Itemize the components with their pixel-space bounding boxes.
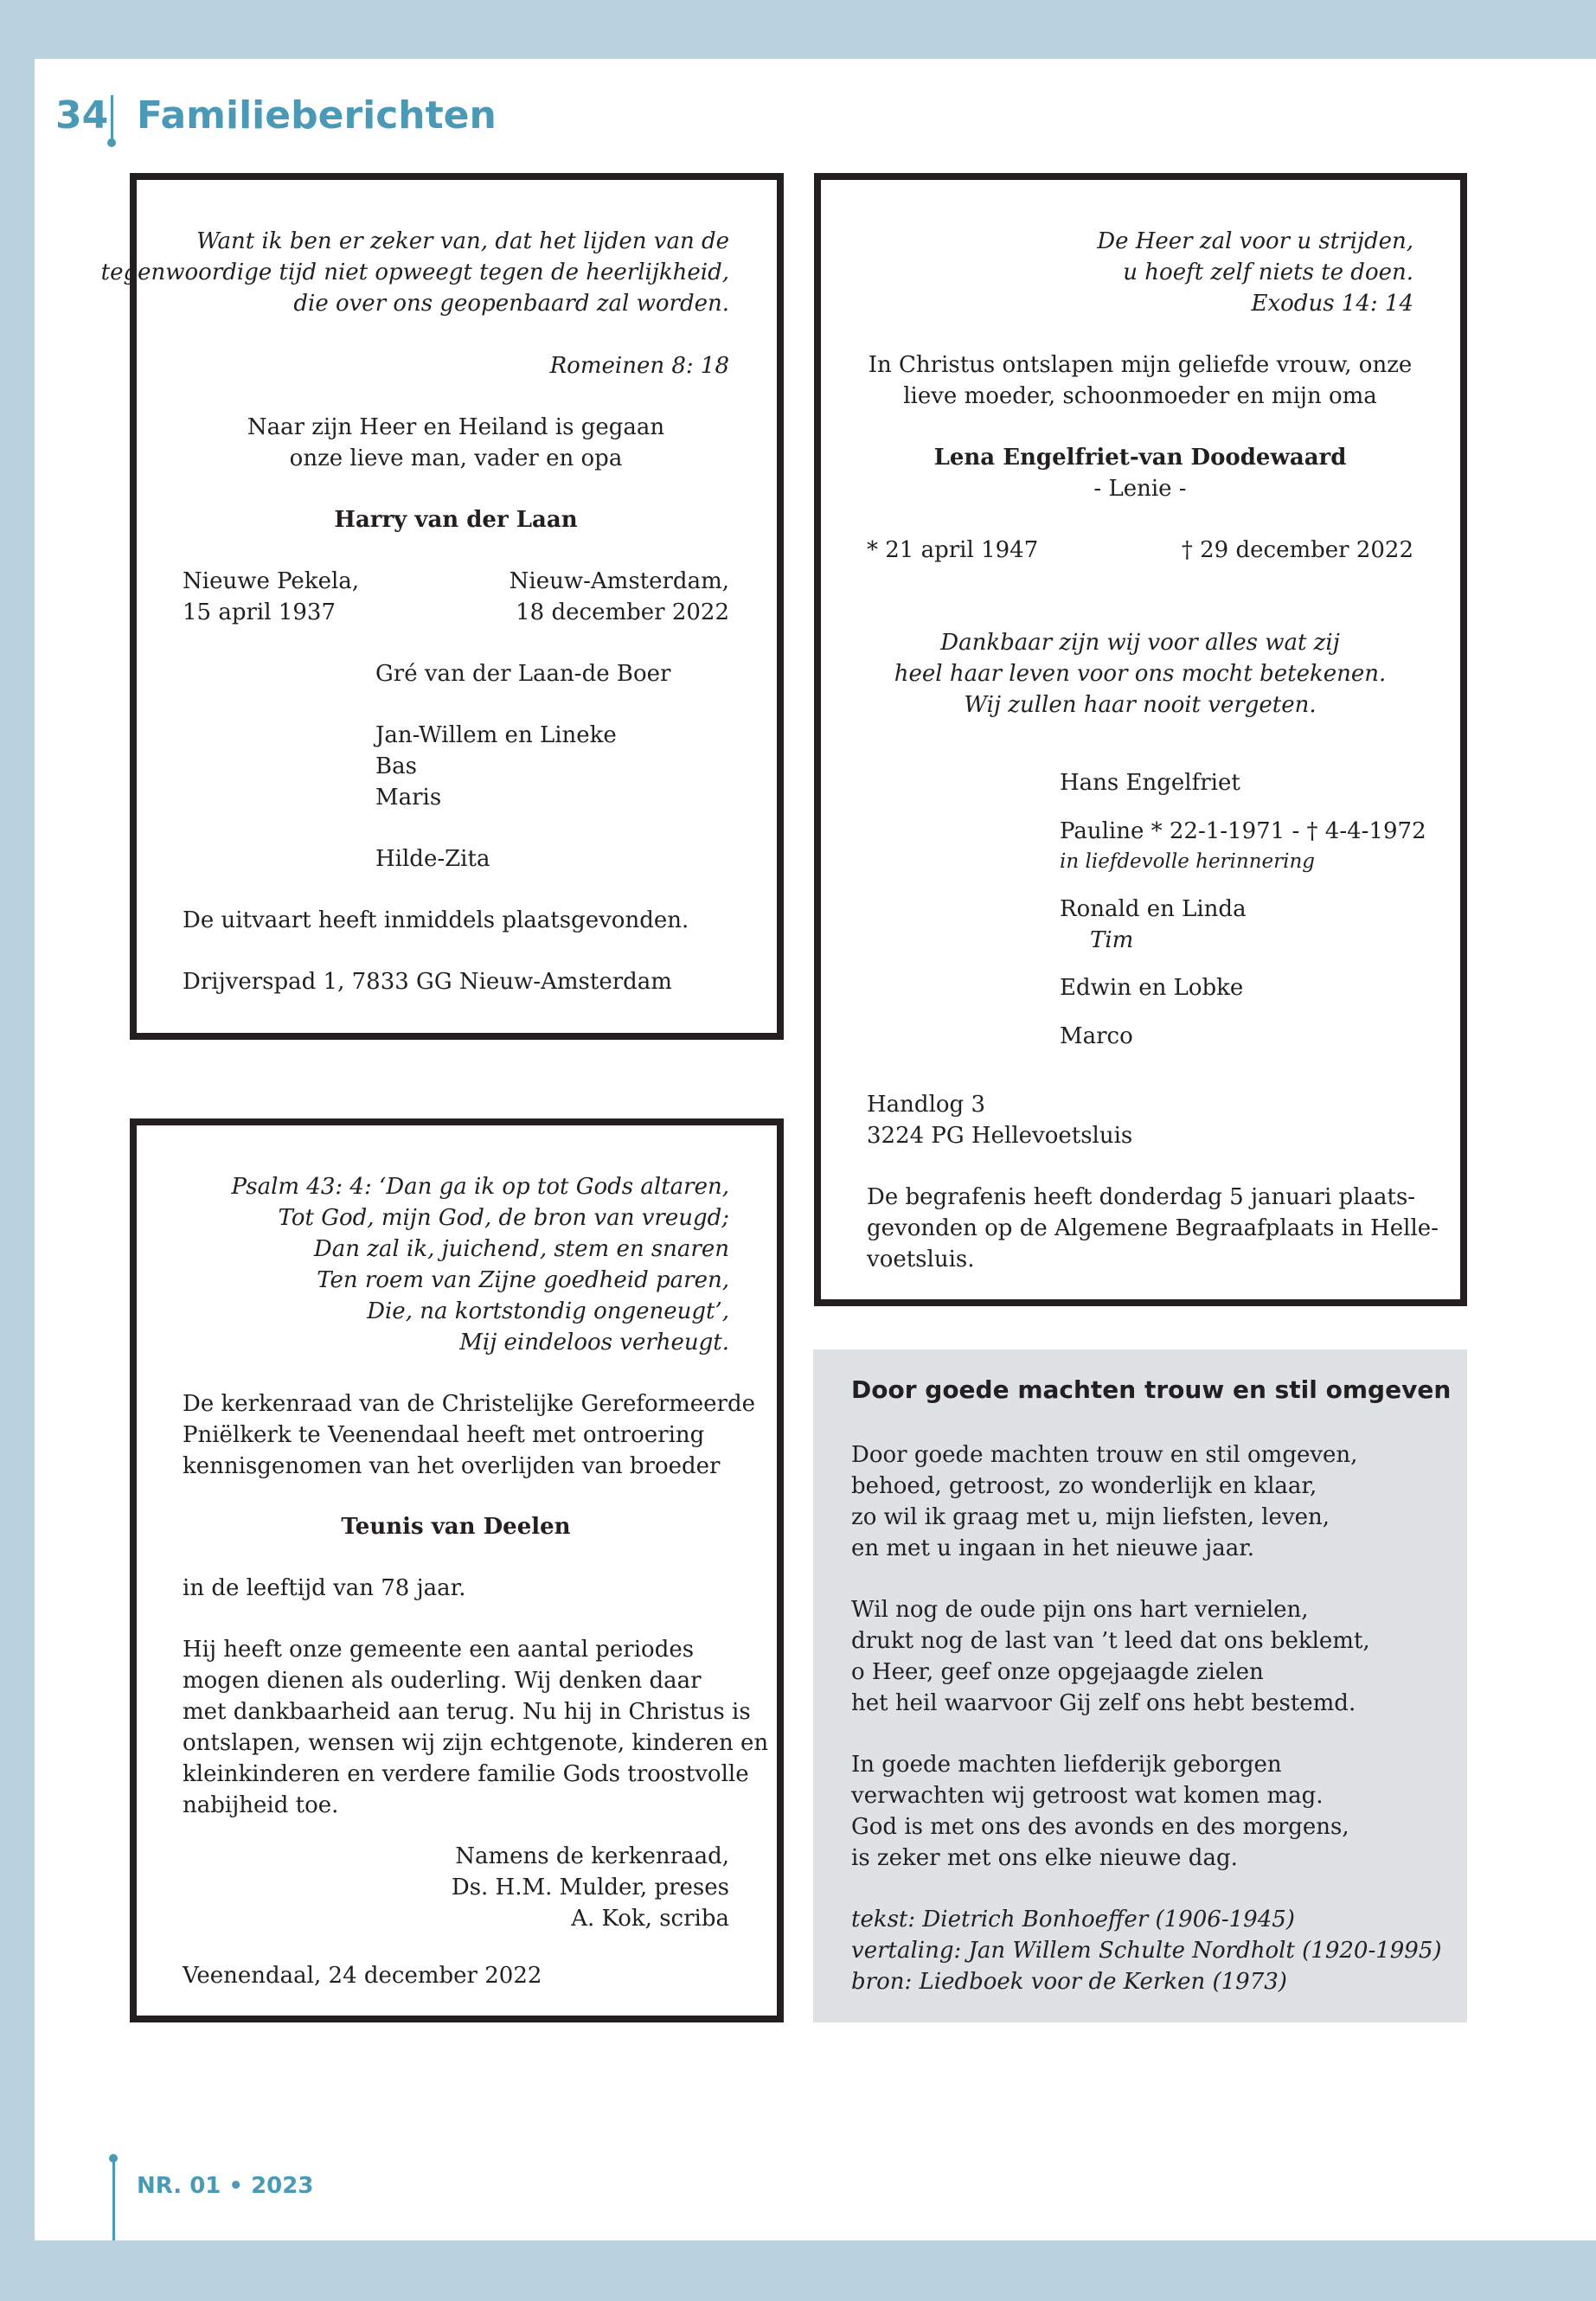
notice3-psalm-line: Ten roem van Zijne goedheid paren,	[317, 1267, 729, 1293]
notice3-body-line: ontslapen, wensen wij zijn echtgenote, kinderen en	[183, 1730, 769, 1756]
notice3-psalm-line: Mij eindeloos verheugt.	[459, 1330, 729, 1356]
notice3-signature-line: Namens de kerkenraad,	[455, 1843, 729, 1869]
notice2-son: Marco	[1060, 1023, 1133, 1049]
notice1-death-date: 18 december 2022	[516, 599, 729, 625]
poem-line: zo wil ik graag met u, mijn liefsten, leven,	[851, 1504, 1330, 1530]
notice3-intro-line: Pniëlkerk te Veenendaal heeft met ontroering	[183, 1422, 705, 1448]
notice1-birth-date: 15 april 1937	[183, 599, 336, 625]
notice1-birth-place: Nieuwe Pekela,	[183, 568, 360, 594]
notice1-verse-line: die over ons geopenbaard zal worden.	[293, 291, 729, 317]
notice2-thanks-line: Wij zullen haar nooit vergeten.	[964, 692, 1317, 718]
poem-line: Wil nog de oude pijn ons hart vernielen,	[851, 1597, 1309, 1623]
poem-line: drukt nog de last van ’t leed dat ons beklemt,	[851, 1628, 1370, 1654]
notice2-husband: Hans Engelfriet	[1060, 770, 1240, 796]
notice1-family-member: Hilde-Zita	[375, 846, 490, 872]
notice1-deceased-name: Harry van der Laan	[334, 507, 578, 533]
notice3-body-line: nabijheid toe.	[183, 1792, 339, 1818]
poem-line: verwachten wij getroost wat komen mag.	[851, 1783, 1324, 1809]
poem-title: Door goede machten trouw en stil omgeven	[851, 1375, 1452, 1404]
notice2-address-line: 3224 PG Hellevoetsluis	[867, 1123, 1133, 1149]
notice2-funeral-line: voetsluis.	[867, 1247, 975, 1272]
notice3-body-line: kleinkinderen en verdere familie Gods troostvolle	[183, 1761, 749, 1787]
poem-line: behoed, getroost, zo wonderlijk en klaar,	[851, 1473, 1317, 1499]
notice2-verse-ref: Exodus 14: 14	[1251, 291, 1413, 317]
section-title: Familieberichten	[137, 93, 497, 138]
poem-credit: tekst: Dietrich Bonhoeffer (1906-1945)	[851, 1907, 1295, 1932]
notice1-family-member: Maris	[375, 785, 442, 811]
poem-line: is zeker met ons elke nieuwe dag.	[851, 1845, 1238, 1871]
notice3-body-line: Hij heeft onze gemeente een aantal periodes	[183, 1637, 695, 1663]
notice3-place-date: Veenendaal, 24 december 2022	[183, 1963, 542, 1989]
poem-credit: vertaling: Jan Willem Schulte Nordholt (1920-1995)	[851, 1938, 1442, 1964]
notice1-address: Drijverspad 1, 7833 GG Nieuw-Amsterdam	[183, 969, 672, 995]
notice3-body-line: mogen dienen als ouderling. Wij denken daar	[183, 1668, 702, 1694]
notice1-intro-line: onze lieve man, vader en opa	[289, 445, 623, 471]
poem-credit: bron: Liedboek voor de Kerken (1973)	[851, 1969, 1287, 1995]
footer-divider-dot	[109, 2154, 118, 2163]
poem-line: Door goede machten trouw en stil omgeven,	[851, 1442, 1358, 1468]
notice2-verse-line: u hoeft zelf niets te doen.	[1123, 260, 1413, 285]
page-number: 34	[55, 93, 109, 138]
notice3-deceased-name: Teunis van Deelen	[341, 1514, 571, 1540]
notice2-son: Ronald en Linda	[1060, 896, 1247, 922]
notice2-intro-line: lieve moeder, schoonmoeder en mijn oma	[903, 383, 1377, 409]
footer-divider	[112, 2158, 115, 2240]
page-frame-top	[0, 0, 1596, 59]
header-divider-dot	[107, 138, 116, 147]
notice2-verse-line: De Heer zal voor u strijden,	[1097, 228, 1413, 254]
notice2-funeral-line: gevonden op de Algemene Begraafplaats in Helle-	[867, 1215, 1439, 1241]
notice1-verse-line: Want ik ben er zeker van, dat het lijden van de	[196, 228, 729, 254]
notice2-born: * 21 april 1947	[867, 537, 1039, 563]
notice3-intro-line: De kerkenraad van de Christelijke Gereformeerde	[183, 1391, 756, 1417]
notice3-psalm-line: Tot God, mijn God, de bron van vreugd;	[278, 1205, 729, 1231]
notice2-intro-line: In Christus ontslapen mijn geliefde vrouw, onze	[868, 352, 1413, 378]
notice2-funeral-line: De begrafenis heeft donderdag 5 januari plaats-	[867, 1184, 1416, 1210]
page-frame-left	[0, 0, 35, 2301]
notice2-address-line: Handlog 3	[867, 1092, 985, 1118]
notice3-psalm-line: Die, na kortstondig ongeneugt’,	[367, 1298, 729, 1324]
notice3-age: in de leeftijd van 78 jaar.	[183, 1575, 466, 1601]
notice2-son: Edwin en Lobke	[1060, 975, 1244, 1001]
notice1-intro-line: Naar zijn Heer en Heiland is gegaan	[247, 414, 665, 440]
page-frame-bottom	[0, 2240, 1596, 2301]
poem-line: o Heer, geef onze opgejaagde zielen	[851, 1659, 1264, 1685]
notice2-died: † 29 december 2022	[1181, 537, 1413, 563]
poem-line: en met u ingaan in het nieuwe jaar.	[851, 1535, 1255, 1561]
notice3-body-line: met dankbaarheid aan terug. Nu hij in Christus is	[183, 1699, 751, 1725]
notice1-verse-ref: Romeinen 8: 18	[549, 353, 729, 379]
notice1-family-member: Bas	[375, 753, 417, 779]
notice2-daughter-note: in liefdevolle herinnering	[1060, 850, 1316, 873]
poem-line: In goede machten liefderijk geborgen	[851, 1752, 1282, 1778]
notice2-thanks-line: heel haar leven voor ons mocht betekenen.	[894, 661, 1387, 687]
notice2-nickname: - Lenie -	[1093, 476, 1187, 502]
notice2-daughter: Pauline * 22-1-1971 - † 4-4-1972	[1060, 818, 1426, 844]
notice3-psalm-line: Psalm 43: 4: ‘Dan ga ik op tot Gods altaren,	[231, 1174, 729, 1200]
header-divider	[111, 95, 113, 144]
notice1-family-member: Gré van der Laan-de Boer	[375, 661, 671, 687]
notice1-verse-line: tegenwoordige tijd niet opweegt tegen de heerlijkheid,	[100, 260, 729, 285]
notice3-psalm-line: Dan zal ik, juichend, stem en snaren	[313, 1236, 729, 1262]
poem-line: het heil waarvoor Gij zelf ons hebt bestemd.	[851, 1690, 1356, 1716]
notice3-signature-line: A. Kok, scriba	[571, 1906, 729, 1932]
notice1-death-place: Nieuw-Amsterdam,	[509, 568, 729, 594]
notice1-funeral-note: De uitvaart heeft inmiddels plaatsgevonden.	[183, 907, 689, 933]
notice3-intro-line: kennisgenomen van het overlijden van broeder	[183, 1453, 721, 1479]
notice1-family-member: Jan-Willem en Lineke	[375, 722, 617, 748]
notice2-deceased-name: Lena Engelfriet-van Doodewaard	[933, 445, 1347, 471]
poem-line: God is met ons des avonds en des morgens,	[851, 1814, 1349, 1840]
notice2-grandchild: Tim	[1090, 927, 1134, 953]
notice2-thanks-line: Dankbaar zijn wij voor alles wat zij	[940, 630, 1340, 656]
notice3-signature-line: Ds. H.M. Mulder, preses	[451, 1875, 729, 1900]
issue-label: NR. 01 • 2023	[137, 2173, 314, 2199]
